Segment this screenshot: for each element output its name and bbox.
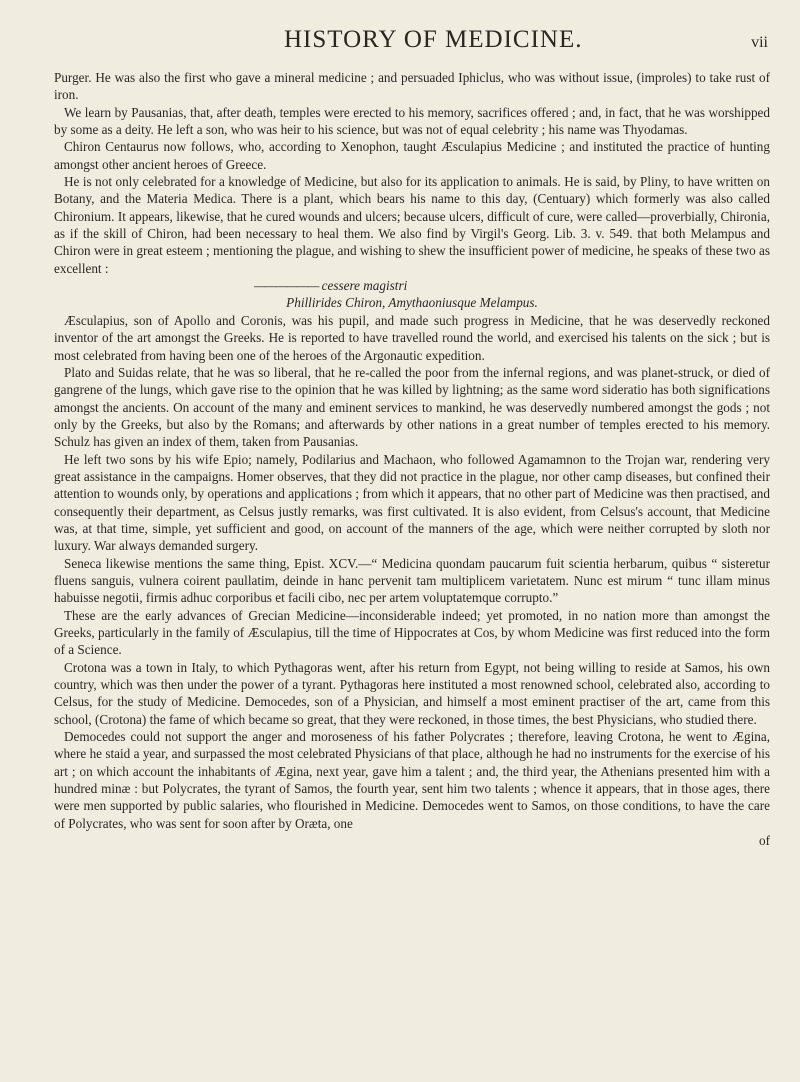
page-header xyxy=(54,26,770,58)
paragraph: Seneca likewise mentions the same thing, Epist. XCV.—“ Medicina quondam paucarum fuit scientia herbarum, quibus “ sisteretur fluens sanguis, vulnera coirent paullatim, deinde in hanc pervenit tam multiplicem varietatem. Nunc est mirum “ tunc illam minus habuisse negotii, firmis adhuc corporibus et facili cibo, nec per artem voluptatemque corrupto.” xyxy=(54,555,770,606)
paragraph: We learn by Pausanias, that, after death, temples were erected to his memory, sacrifices offered ; and, in fact, that he was worshipped by some as a deity. He left a son, who was heir to his science, but was not of equal celebrity ; his name was Thyodamas. xyxy=(54,104,770,138)
paragraph: Purger. He was also the first who gave a mineral medicine ; and persuaded Iphiclus, who was without issue, (improles) to take rust of iron. xyxy=(54,70,770,103)
paragraph: Democedes could not support the anger and moroseness of his father Polycrates ; therefore, leaving Crotona, he went to Ægina, where he staid a year, and surpassed the most celebrated Physicians of that place, although he had no instruments for the exercise of his art ; on which account the inhabitants of Ægina, next year, gave him a talent ; and, the third year, the Athenians presented him with a hundred minæ : but Polycrates, the tyrant of Samos, the fourth year, sent him two talents ; whence it appears, that in those ages, there were men supported by public salaries, who flourished in Medicine. Democedes went to Samos, on those conditions, to have the care of Polycrates, who was sent for soon after by Oræta, one xyxy=(54,729,770,831)
verse-quote-line-1 xyxy=(54,277,770,294)
catchword: of xyxy=(759,833,770,849)
quote-text: cessere magistri xyxy=(321,278,408,294)
paragraph: These are the early advances of Grecian Medicine—inconsiderable indeed; yet promoted, in no nation more than amongst the Greeks, particularly in the family of Æsculapius, till the time of Hippocrates at Cos, by whom Medicine was first reduced into the form of a Science. xyxy=(54,607,770,658)
page-number: vii xyxy=(751,34,768,51)
paragraph: He is not only celebrated for a knowledge of Medicine, but also for its application to animals. He is said, by Pliny, to have written on Botany, and the Materia Medica. There is a plant, which bears his name to this day, (Centuary) which formerly was also called Chironium. It appears, likewise, that he cured wounds and ulcers; because ulcers, difficult of cure, were called—proverbially, Chironia, as if the skill of Chiron, had been necessary to heal them. We also find by Virgil's Georg. Lib. 3. v. 549. that both Melampus and Chiron were in great esteem ; mentioning the plague, and wishing to shew the insufficient power of medicine, he speaks of these two as excellent : xyxy=(54,174,770,276)
paragraph: Plato and Suidas relate, that he was so liberal, that he re-called the poor from the infernal regions, and was planet-struck, or died of gangrene of the lungs, which gave rise to the opinion that he was killed by lightning; as the same word sideratio has both significations amongst the ancients. On account of the many and eminent services to mankind, he was deservedly numbered amongst the gods ; not only by the Greeks, but also by the Romans; and afterwards by other nations in a great number of temples erected to his memory. Schulz has given an index of them, taken from Pausanias. xyxy=(54,364,770,450)
running-head: HISTORY OF MEDICINE. xyxy=(284,26,583,53)
body-text xyxy=(54,69,770,849)
quote-dash: —————— xyxy=(254,278,319,294)
paragraph: Chiron Centaurus now follows, who, according to Xenophon, taught Æsculapius Medicine ; and instituted the practice of hunting amongst other ancient heroes of Greece. xyxy=(54,139,770,172)
paragraph: Crotona was a town in Italy, to which Pythagoras went, after his return from Egypt, not being willing to reside at Samos, his own country, which was then under the power of a tyrant. Pythagoras here instituted a most renowned school, celebrated also, according to Celsus, for the study of Medicine. Democedes, son of a Physician, and himself a most eminent practiser of the art, came from this school, (Crotona) the fame of which became so great, that they were reckoned, in those times, the best Physicians, who studied there. xyxy=(54,659,770,727)
paragraph: Æsculapius, son of Apollo and Coronis, was his pupil, and made such progress in Medicine, that he was deservedly reckoned inventor of the art amongst the Greeks. He is reported to have travelled round the world, and exercised his talents on the sick ; but is most celebrated from having been one of the heroes of the Argonautic expedition. xyxy=(54,312,770,363)
verse-quote-line-2: Phillirides Chiron, Amythaoniusque Melampus. xyxy=(286,295,538,311)
paragraph: He left two sons by his wife Epio; namely, Podilarius and Machaon, who followed Agamamnon to the Trojan war, rendering very great assistance in the campaigns. Homer observes, that they did not practice in the plague, nor other camp diseases, but confined their attention to wounds only, by operations and applications ; from which it appears, that no other part of Medicine was then practised, and consequently their department, as Celsus justly remarks, was first cultivated. It is also evident, from Celsus's account, that Medicine was, at that time, simple, yet sufficient and good, on account of the manners of the age, which were neither corrupted by sloth nor luxury. War always demanded surgery. xyxy=(54,451,770,554)
